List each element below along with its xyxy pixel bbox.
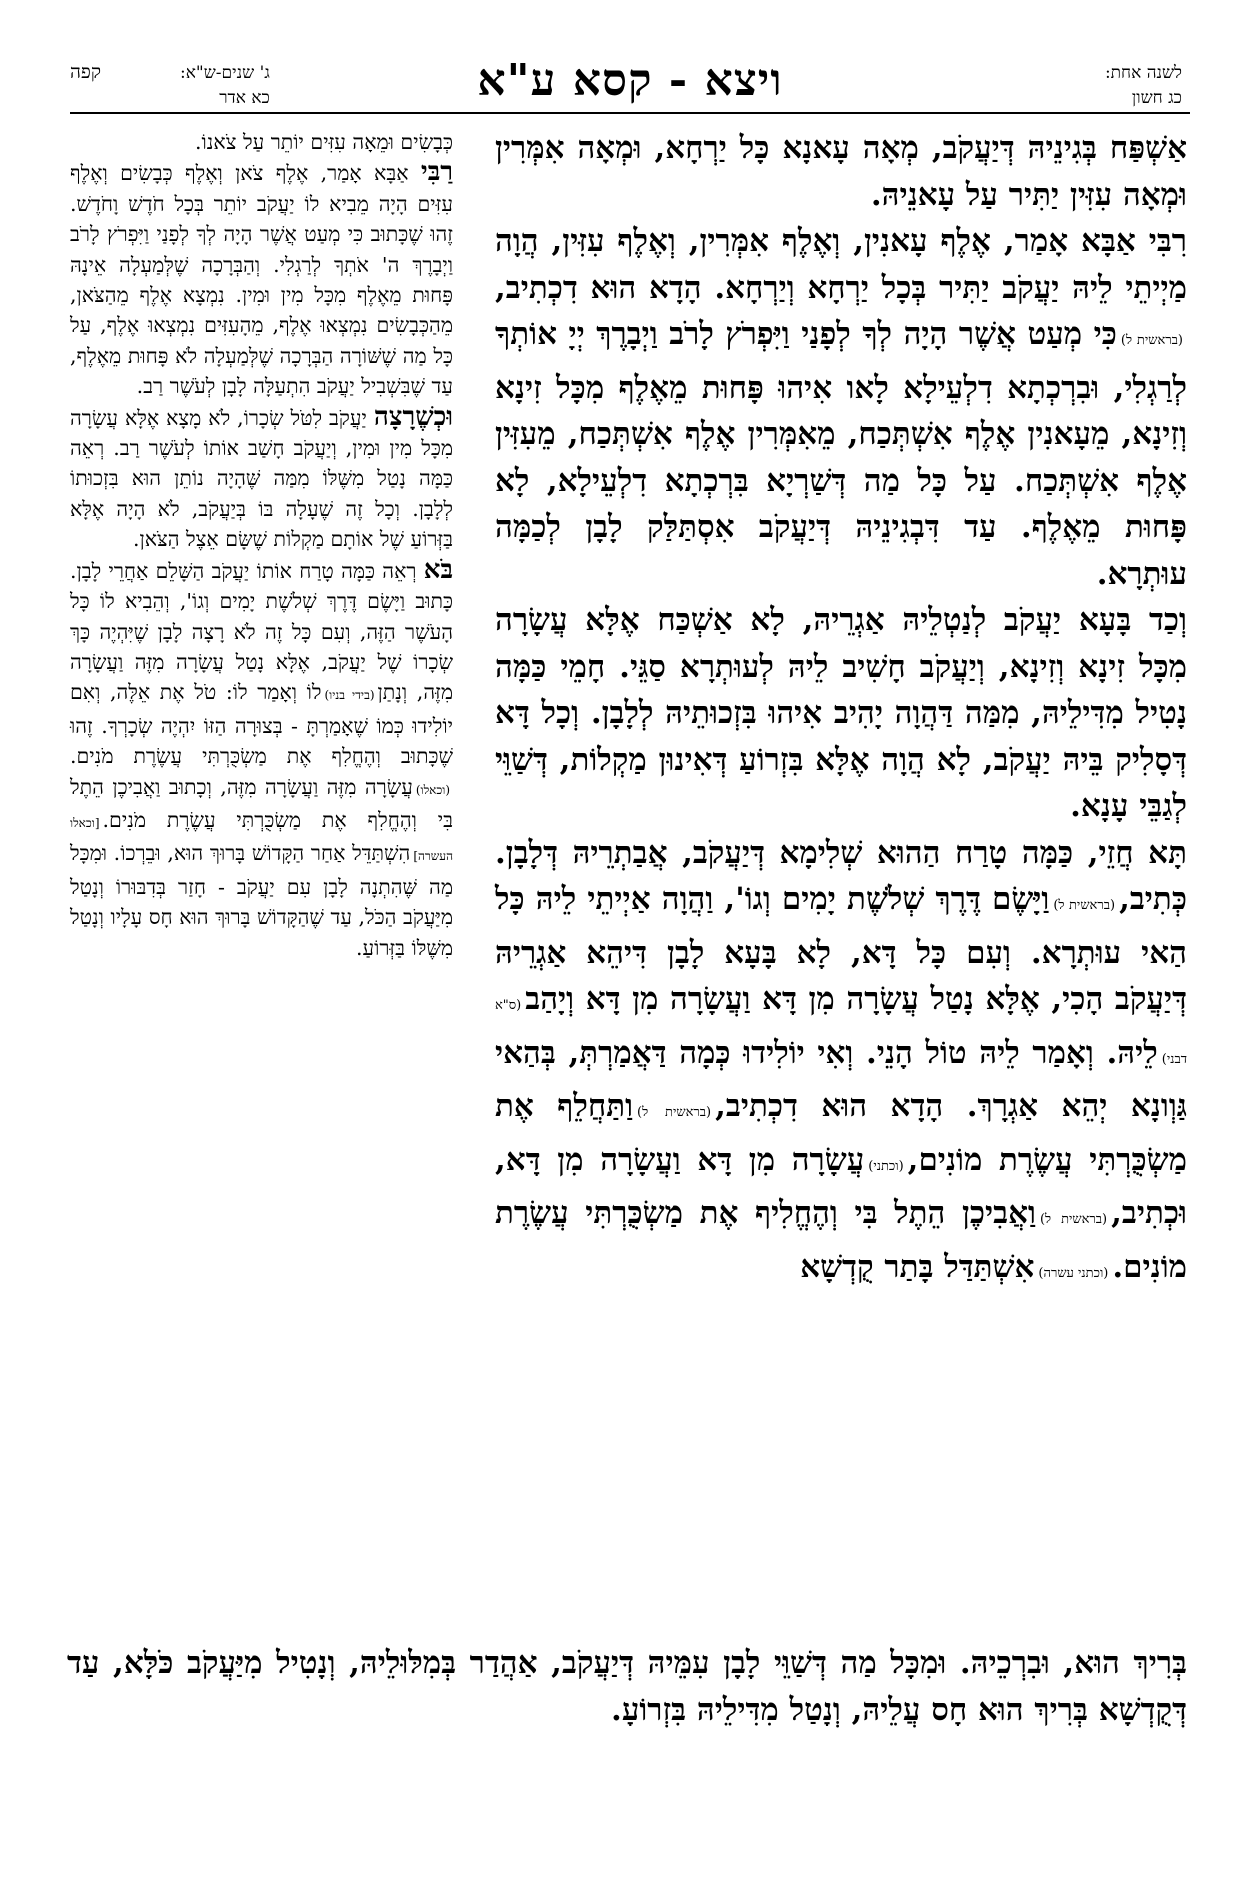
main-text: כִּי מְעַט אֲשֶׁר הָיָה לְךָ לְפָנַי וַיִּפְרֹץ לָרֹב וַיְבָרֶךְ יְיָ אוֹתְךָ לְרַגְלִי, וּבִרְכְתָא דִלְעֵילָא לָאו אִיהוּ פָּחוּת מֵאֶלֶף מִכָּל זִינָא וְזִינָא, מֵעָאנִין אֶלֶף אִשְׁתְּכַח, מֵאִמְּרִין אֶלֶף אִשְׁתְּכַח, מֵעִזִּין אֶלֶף אִשְׁתְּכַח. עַל כָּל מַה דְּשַׁרְיָא בִּרְכְתָא דִלְעֵילָא, לָא פָּחוּת מֵאֶלֶף. עַד דִּבְגִינֵיהּ דְּיַעֲקֹב אִסְתַּלַּק לָבָן לְכַמָּה עוּתְרָא. [495, 316, 1187, 592]
variant-reference: (וכתני) [868, 1158, 904, 1174]
schedule-three-years-label: ג' שנים-ש"א: [180, 63, 270, 83]
schedule-one-year-label: לשנה אחת: [1104, 63, 1182, 83]
main-text: עֲשָׂרָה מִן דָּא וַעֲשָׂרָה מִן דָּא, וּכְתִיב, [495, 1141, 1187, 1231]
variant-reference: (וכתני עשרה) [1038, 1265, 1109, 1281]
main-text: וַתַּחֲלֵף אֶת מַשְׂכֻּרְתִּי עֲשֶׂרֶת מוֹנִים, [495, 1088, 1187, 1178]
variant-reference: (ס"א דבני) [495, 998, 1187, 1067]
main-paragraph [495, 830, 1187, 1298]
main-text: וַאֲבִיכֶן הֵתֶל בִּי וְהֶחֱלִיף אֶת מַשְׂכֻּרְתִּי עֲשֶׂרֶת מוֹנִים. [495, 1195, 1187, 1285]
schedule-one-year-date: כג חשון [1131, 88, 1182, 108]
schedule-three-years [180, 61, 270, 111]
schedule-three-years-date: כא אדר [219, 88, 270, 108]
variant-reference: (וכאלו) [415, 782, 450, 797]
variant-reference: [וכאלו העשרה] [70, 815, 453, 864]
main-paragraph: אַשְׁפַּח בְּגִינֵיהּ דְּיַעֲקֹב, מְאָה עָאנָא כָּל יַרְחָא, וּמְאָה אִמְּרִין וּמְאָה עִזִּין יַתִּיר עַל עָאנֵיהּ. [495, 130, 1187, 213]
main-text: וַיָּשֶׂם דֶּרֶךְ שְׁלֹשֶׁת יָמִים וְגוֹ', וַהֲוָה אַיְיתֵי לֵיהּ כָּל הַאי עוּתְרָא. וְעִם כָּל דָּא, לָא בָּעָא לָבָן דִּיהֵא אַגְרֵיהּ דְּיַעֲקֹב הָכִי, אֶלָּא נָטַל עֲשָׂרָה מִן דָּא וַעֲשָׂרָה מִן דָּא וְיָהַב [495, 881, 1187, 1017]
main-text: רִבִּי אַבָּא אָמַר, אֶלֶף עָאנִין, וְאֶלֶף אִמְּרִין, וְאֶלֶף עִזִּין, הֲוָה מַיְיתֵי לֵיהּ יַעֲקֹב יַתִּיר בְּכָל יַרְחָא וְיַרְחָא. הָדָא הוּא דִכְתִיב, [495, 223, 1187, 306]
main-text: תָּא חֲזֵי, כַּמָּה טָרַח הַהוּא שְׁלִימָא דְּיַעֲקֹב, אֲבַתְרֵיהּ דְּלָבָן. כְּתִיב, [495, 834, 1187, 917]
hebrew-translation [70, 127, 453, 963]
source-reference: (בראשית ל) [637, 1105, 712, 1120]
main-text: לֵיהּ. וְאָמַר לֵיהּ טוֹל הָנֵי. וְאִי יוֹלִידוּ כְּמָה דַּאֲמַרְתְּ, בְּהַאי גַּוְונָא יְהֵא אַגְרָךְ. הָדָא הוּא דִכְתִיב, [495, 1034, 1187, 1124]
source-reference: (בראשית ל) [1039, 1212, 1108, 1227]
side-paragraph [70, 555, 453, 963]
main-paragraph [495, 218, 1187, 597]
side-text: הִשְׁתַּדֵּל אַחַר הַקָּדוֹשׁ בָּרוּךְ הוּא, וּבֵרְכוֹ. וּמִכָּל מַה שֶּׁהִתְנָה לָבָן עִם יַעֲקֹב - חָזַר בְּדִבּוּרוֹ וְנָטַל מִיַּעֲקֹב הַכֹּל, עַד שֶׁהַקָּדוֹשׁ בָּרוּךְ הוּא חָס עָלָיו וְנָטַל מִשֶּׁלּוֹ בַּזְּרוֹעַ. [70, 841, 453, 960]
opening-word: וּכְשֶׁרָצָה [373, 401, 453, 432]
bottom-paragraph: בְּרִיךְ הוּא, וּבִרְכֵיהּ. וּמִכָּל מַה דְּשַׁוֵּי לָבָן עִמֵּיהּ דְּיַעֲקֹב, אַהֲדַר בְּמִלּוּלֵיהּ, וְנָטִיל מִיַּעֲקֹב כֹּלָּא, עַד דְּקֻדְשָׁא בְּרִיךְ הוּא חָס עֲלֵיהּ, וְנָטַל מִדִּילֵיהּ בִּזְרוֹעָ. [67, 1645, 1187, 1728]
aramaic-main-text [495, 125, 1187, 1297]
side-text: אַבָּא אָמַר, אֶלֶף צֹאן וְאֶלֶף כְּבָשִׂים וְאֶלֶף עִזִּים הָיָה מֵבִיא לוֹ יַעֲקֹב יוֹתֵר בְּכָל חֹדֶשׁ וָחֹדֶשׁ. זֶהוּ שֶׁכָּתוּב כִּי מְעַט אֲשֶׁר הָיָה לְךָ לְפָנַי וַיִּפְרֹץ לָרֹב וַיְבָרֶךְ ה' אֹתְךָ לְרַגְלִי. וְהַבְּרָכָה שֶׁלְּמַעְלָה אֵינָהּ פָּחוּת מֵאֶלֶף מִכָּל מִין וּמִין. נִמְצָא אֶלֶף מֵהַצֹּאן, מֵהַכְּבָשִׂים נִמְצְאוּ אֶלֶף, מֵהָעִזִּים נִמְצְאוּ אֶלֶף, עַל כָּל מַה שֶׁשּׁוֹרָה הַבְּרָכָה שֶׁלְּמַעְלָה לֹא פָּחוּת מֵאֶלֶף, עַד שֶׁבִּשְׁבִיל יַעֲקֹב הִתְעַלָּה לָבָן לְעֹשֶׁר רַב. [70, 161, 453, 399]
side-paragraph: כְּבָשִׂים וּמֵאָה עִזִּים יוֹתֵר עַל צֹאנוֹ. [195, 130, 453, 154]
page-title: ויצא - קסא ע"א [477, 55, 783, 106]
side-text: לוֹ וְאָמַר לוֹ: טֹל אֶת אֵלֶּה, וְאִם יוֹלִידוּ כְּמוֹ שֶׁאָמַרְתָּ - בְּצוּרָה הַזּוֹ יִהְיֶה שְׂכָרְךָ. זֶהוּ שֶׁכָּתוּב וְהֶחֱלִף אֶת מַשְׂכֻּרְתִּי עֲשֶׂרֶת מֹנִים. [70, 680, 453, 769]
aramaic-bottom-text [67, 1640, 1187, 1733]
opening-word: רַבִּי [420, 157, 453, 188]
variant-reference: (בידי בניו) [324, 688, 375, 703]
page-header [70, 55, 1190, 115]
source-reference: (בראשית ל) [1053, 898, 1116, 913]
side-paragraph [70, 157, 453, 401]
main-text: אִשְׁתַּדַּל בָּתַר קֻדְשָׁא [800, 1248, 1035, 1285]
page-number: קפה [70, 61, 102, 83]
side-text: יַעֲקֹב לִטֹּל שְׂכָרוֹ, לֹא מָצָא אֶלָּא עֲשָׂרָה מִכָּל מִין וּמִין, וְיַעֲקֹב חָשַׁב אוֹתוֹ לְעֹשֶׁר רַב. רְאֵה כַּמָּה נָטַל מִשֶּׁלּוֹ מִמַּה שֶּׁהָיָה נוֹתֵן הוּא בִּזְכוּתוֹ לְלָבָן. וְכָל זֶה שֶׁעָלָה בּוֹ בְּיַעֲקֹב, לֹא הָיָה אֶלָּא בַּזְּרוֹעַ שֶׁל אוֹתָם מַקְלוֹת שֶׁשָּׂם אֵצֶל הַצֹּאן. [70, 405, 453, 552]
source-reference: (בראשית ל) [1120, 333, 1183, 348]
opening-word: בֹּא [423, 554, 453, 585]
header-divider [70, 112, 1190, 114]
main-paragraph: וְכַד בָּעָא יַעֲקֹב לְנַטְלֵיהּ אַגְרֵיהּ, לָא אַשְׁכַּח אֶלָּא עֲשָׂרָה מִכָּל זִינָא וְזִינָא, וְיַעֲקֹב חָשִׁיב לֵיהּ לְעוּתְרָא סַגֵּי. חָמֵי כַּמָּה נָטִיל מִדִּילֵיהּ, מִמַּה דַּהֲוָה יָהִיב אִיהוּ בִּזְכוּתֵיהּ לְלָבָן. וְכָל דָּא דְּסָלִיק בֵּיהּ יַעֲקֹב, לָא הֲוָה אֶלָּא בִּזְרוֹעַ דְּאִינוּן מַקְלוֹת, דְּשַׁוֵּי לְגַבֵּי עָנָא. [495, 602, 1187, 824]
side-paragraph [70, 402, 453, 555]
side-text: עֲשָׂרָה מִזֶּה וַעֲשָׂרָה מִזֶּה, וְכָתוּב וַאֲבִיכֶן הֵתֶל בִּי וְהֶחֱלִף אֶת מַשְׂכֻּרְתִּי עֲשֶׂרֶת מֹנִים. [70, 774, 453, 832]
side-text: רְאֵה כַּמָּה טָרַח אוֹתוֹ יַעֲקֹב הַשָּׁלֵם אַחֲרֵי לָבָן. כָּתוּב וַיָּשֶׂם דֶּרֶךְ שְׁלֹשֶׁת יָמִים וְגוֹ', וְהֵבִיא לוֹ כָּל הָעֹשֶׁר הַזֶּה, וְעִם כָּל זֶה לֹא רָצָה לָבָן שֶׁיִּהְיֶה כָּךְ שְׂכָרוֹ שֶׁל יַעֲקֹב, אֶלָּא נָטַל עֲשָׂרָה מִזֶּה וַעֲשָׂרָה מִזֶּה, וְנָתַן [70, 558, 453, 705]
